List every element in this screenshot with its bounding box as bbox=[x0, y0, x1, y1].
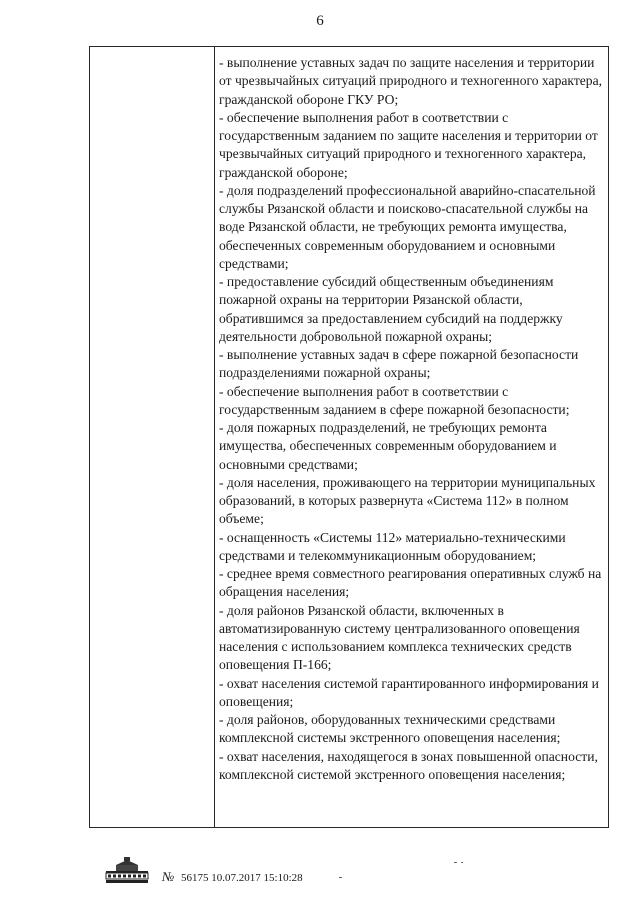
document-table bbox=[89, 46, 609, 828]
indicator-item: - обеспечение выполнения работ в соответствии с государственным заданием по защите населения и территории от чрезвычайных ситуаций природного и техногенного характера, гражданской обороне; bbox=[219, 109, 598, 180]
column-divider bbox=[214, 47, 215, 827]
document-registration bbox=[162, 869, 303, 885]
indicator-item: - доля населения, проживающего на территории муниципальных образований, в которых развернута «Система 112» в полном объеме; bbox=[219, 474, 596, 527]
indicator-item: - доля подразделений профессиональной аварийно-спасательной службы Рязанской области и поисково-спасательной службы на воде Рязанской области, не требующих ремонта имущества, обеспеченных современным оборудованием и основными средствами; bbox=[219, 182, 596, 271]
government-building-logo-icon bbox=[102, 856, 152, 884]
scan-speck bbox=[461, 862, 463, 863]
indicator-item: - охват населения системой гарантированного информирования и оповещения; bbox=[219, 675, 599, 709]
document-footer bbox=[102, 856, 502, 886]
scan-speck bbox=[339, 877, 342, 878]
indicator-item: - доля районов, оборудованных техническими средствами комплексной системы экстренного оповещения населения; bbox=[219, 712, 561, 746]
indicator-item: - выполнение уставных задач в сфере пожарной безопасности подразделениями пожарной охраны; bbox=[219, 347, 579, 381]
page-number: 6 bbox=[316, 13, 324, 29]
indicator-item: - доля районов Рязанской области, включенных в автоматизированную систему централизованного оповещения населения с использованием комплекса технических средств оповещения П-166; bbox=[219, 602, 580, 673]
indicator-item: - среднее время совместного реагирования оперативных служб на обращения населения; bbox=[219, 566, 602, 600]
indicator-item: - охват населения, находящегося в зонах повышенной опасности, комплексной системой экстренного оповещения населения; bbox=[219, 748, 598, 782]
indicator-list bbox=[219, 54, 607, 784]
scan-speck bbox=[454, 862, 457, 863]
indicator-item: - выполнение уставных задач по защите населения и территории от чрезвычайных ситуаций природного и техногенного характера, гражданской обороне ГКУ РО; bbox=[219, 55, 603, 107]
document-number: 56175 bbox=[181, 872, 209, 884]
indicator-item: - оснащенность «Системы 112» материально-техническими средствами и телекоммуникационным оборудованием; bbox=[219, 529, 566, 563]
indicator-item: - предоставление субсидий общественным объединениям пожарной охраны на территории Рязанской области, обратившимся за предоставлением субсидий на поддержку деятельности добровольной пожарной охраны; bbox=[219, 274, 563, 344]
document-datetime: 10.07.2017 15:10:28 bbox=[211, 872, 303, 884]
number-sign: № bbox=[162, 869, 175, 884]
indicator-item: - доля пожарных подразделений, не требующих ремонта имущества, обеспеченных современным оборудованием и основными средствами; bbox=[219, 420, 557, 472]
indicator-item: - обеспечение выполнения работ в соответствии с государственным заданием в сфере пожарной безопасности; bbox=[219, 383, 570, 417]
